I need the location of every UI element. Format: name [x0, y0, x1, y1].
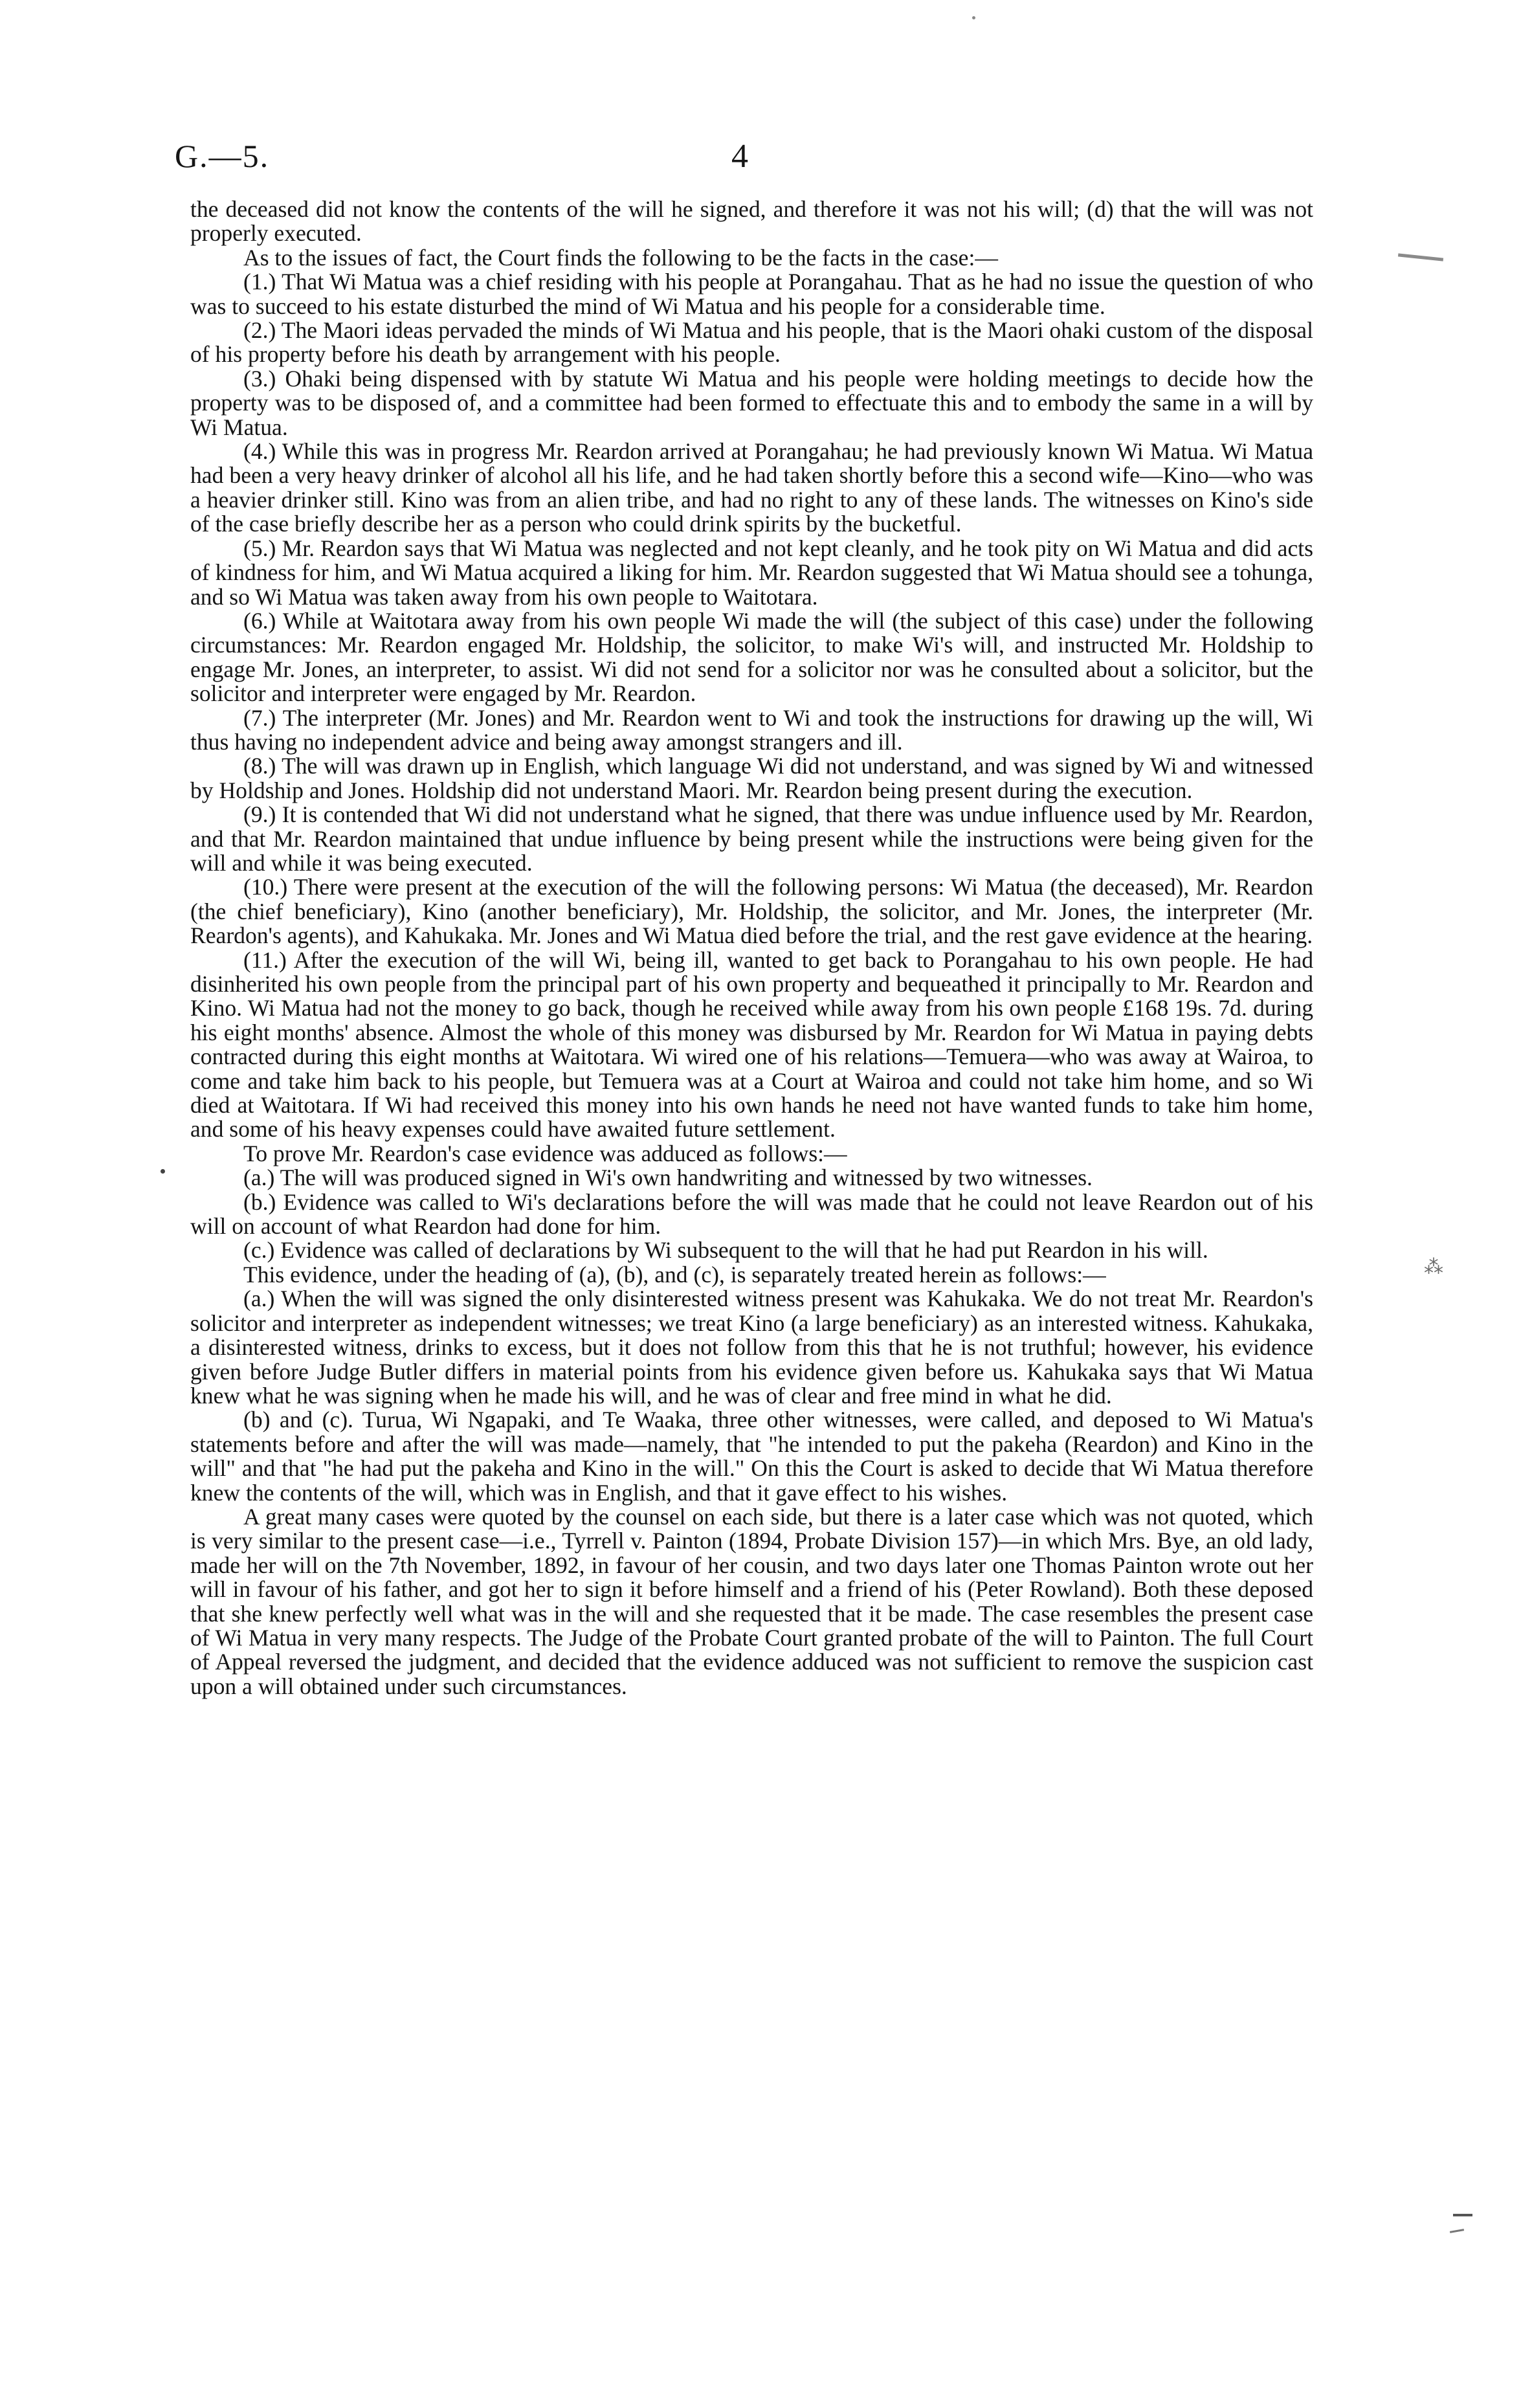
scan-mark-left-bullet: [161, 1169, 165, 1174]
paragraph-treatment-intro: This evidence, under the heading of (a), (b), and (c), is separately treated herein as follows:—: [243, 1261, 1106, 1288]
paragraph-finding-1: (1.) That Wi Matua was a chief residing with his people at Porangahau. That as he had no issue the question of who was to succeed to his estate disturbed the mind of Wi Matua and his people for a considerable time.: [190, 269, 1313, 319]
page-number: 4: [731, 138, 748, 175]
paragraph-finding-4: (4.) While this was in progress Mr. Reardon arrived at Porangahau; he had previously known Wi Matua. Wi Matua had been a very heavy drinker of alcohol all his life, and he had taken shortly before this a second wife—Kino—who was a heavier drinker still. Kino was from an alien tribe, and had no right to any of these lands. The witnesses on Kino's side of the case briefly describe her as a person who could drink spirits by the bucketful.: [190, 438, 1313, 537]
paragraph-evidence-b: (b.) Evidence was called to Wi's declarations before the will was made that he could not leave Reardon out of his will on account of what Reardon had done for him.: [190, 1188, 1313, 1240]
paragraph-finding-6: (6.) While at Waitotara away from his own people Wi made the will (the subject of this case) under the following circumstances: Mr. Reardon engaged Mr. Holdship, the solicitor, to make Wi's will, and instructed Mr. Holdship to engage Mr. Jones, an interpreter, to assist. Wi did not send for a solicitor nor was he consulted about a solicitor, but the solicitor and interpreter were engaged by Mr. Reardon.: [190, 607, 1313, 707]
paragraph-evidence-c: (c.) Evidence was called of declarations by Wi subsequent to the will that he had put Reardon in his will.: [243, 1237, 1208, 1264]
paragraph-finding-11: (11.) After the execution of the will Wi, being ill, wanted to get back to Porangahau to his own people. He had disinherited his own people from the principal part of his own property and bequeathed it principally to Mr. Reardon and Kino. Wi Matua had not the money to go back, though he received while away from his own people £168 19s. 7d. during his eight months' absence. Almost the whole of this money was disbursed by Mr. Reardon for Wi Matua in paying debts contracted during this eight months at Waitotara. Wi wired one of his relations—Temuera—who was away at Wairoa, to come and take him back to his people, but Temuera was at a Court at Wairoa and could not take him home, and so Wi died at Waitotara. If Wi had received this money into his own hands he need not have wanted funds to take him home, and some of his heavy expenses could have awaited future settlement.: [190, 946, 1313, 1143]
paragraph-evidence-intro: To prove Mr. Reardon's case evidence was adduced as follows:—: [243, 1140, 847, 1166]
scan-mark-top-right: [1398, 253, 1443, 261]
paragraph-evidence-a: (a.) The will was produced signed in Wi's own handwriting and witnessed by two witnesses.: [243, 1165, 1093, 1191]
scan-mark-right-bottom: [1453, 2214, 1472, 2216]
body-text: [190, 197, 1313, 1699]
paragraph-finding-3: (3.) Ohaki being dispensed with by statute Wi Matua and his people were holding meetings to decide how the property was to be disposed of, and a committee had been formed to effectuate this and to embody the same in a will by Wi Matua.: [190, 365, 1313, 440]
paragraph-findings-intro: As to the issues of fact, the Court finds the following to be the facts in the case:—: [243, 244, 998, 271]
paragraph-finding-10: (10.) There were present at the execution of the will the following persons: Wi Matua (the deceased), Mr. Reardon (the chief beneficiary), Kino (another beneficiary), Mr. Holdship, the solicitor, and Mr. Jones, the interpreter (Mr. Reardon's agents), and Kahukaka. Mr. Jones and Wi Matua died before the trial, and the rest gave evidence at the hearing.: [190, 874, 1313, 949]
document-reference: G.—5.: [175, 138, 270, 174]
paragraph-finding-2: (2.) The Maori ideas pervaded the minds of Wi Matua and his people, that is the Maori ohaki custom of the disposal of his property before his death by arrangement with his people.: [190, 317, 1313, 368]
paragraph-continuation: the deceased did not know the contents of the will he signed, and therefore it was not his will; (d) that the will was not properly executed.: [190, 196, 1313, 247]
paragraph-finding-9: (9.) It is contended that Wi did not understand what he signed, that there was undue influence used by Mr. Reardon, and that Mr. Reardon maintained that undue influence by being present while the instructions were being given for the will and while it was being executed.: [190, 801, 1313, 876]
paragraph-treatment-a: (a.) When the will was signed the only disinterested witness present was Kahukaka. We do not treat Mr. Reardon's solicitor and interpreter as independent witnesses; we treat Kino (a large beneficiary) as an interested witness. Kahukaka, a disinterested witness, drinks to excess, but it does not follow from this that he is not truthful; however, his evidence given before Judge Butler differs in material points from his evidence given before us. Kahukaka says that Wi Matua knew what he was signing when he made his will, and he was of clear and free mind in what he did.: [190, 1286, 1313, 1409]
paragraph-treatment-bc: (b) and (c). Turua, Wi Ngapaki, and Te Waaka, three other witnesses, were called, and deposed to Wi Matua's statements before and after the will was made—namely, that "he intended to put the pakeha (Reardon) and Kino in the will" and that "he had put the pakeha and Kino in the will." On this the Court is asked to decide that Wi Matua therefore knew the contents of the will, which was in English, and that it gave effect to his wishes.: [190, 1407, 1313, 1506]
scan-mark-right-middle: ⁂: [1424, 1256, 1443, 1278]
page-header: [175, 137, 1314, 189]
paragraph-finding-5: (5.) Mr. Reardon says that Wi Matua was neglected and not kept cleanly, and he took pity on Wi Matua and did acts of kindness for him, and Wi Matua acquired a liking for him. Mr. Reardon suggested that Wi Matua should see a tohunga, and so Wi Matua was taken away from his own people to Waitotara.: [190, 535, 1313, 610]
paragraph-finding-7: (7.) The interpreter (Mr. Jones) and Mr. Reardon went to Wi and took the instructions for drawing up the will, Wi thus having no independent advice and being away amongst strangers and ill.: [190, 704, 1313, 755]
paragraph-case-law: A great many cases were quoted by the counsel on each side, but there is a later case which was not quoted, which is very similar to the present case—i.e., Tyrrell v. Painton (1894, Probate Division 157)—in which Mrs. Bye, an old lady, made her will on the 7th November, 1892, in favour of her cousin, and two days later one Thomas Painton wrote out her will in favour of his father, and got her to sign it before himself and a friend of his (Peter Rowland). Both these deposed that she knew perfectly well what was in the will and she requested that it be made. The case resembles the present case of Wi Matua in very many respects. The Judge of the Probate Court granted probate of the will to Painton. The full Court of Appeal reversed the judgment, and decided that the evidence adduced was not sufficient to remove the suspicion cast upon a will obtained under such circumstances.: [190, 1503, 1313, 1699]
scan-mark-right-bottom-2: [1450, 2229, 1464, 2233]
scan-mark-top-dot: [972, 16, 975, 19]
paragraph-finding-8: (8.) The will was drawn up in English, which language Wi did not understand, and was signed by Wi and witnessed by Holdship and Jones. Holdship did not understand Maori. Mr. Reardon being present during the execution.: [190, 753, 1313, 803]
